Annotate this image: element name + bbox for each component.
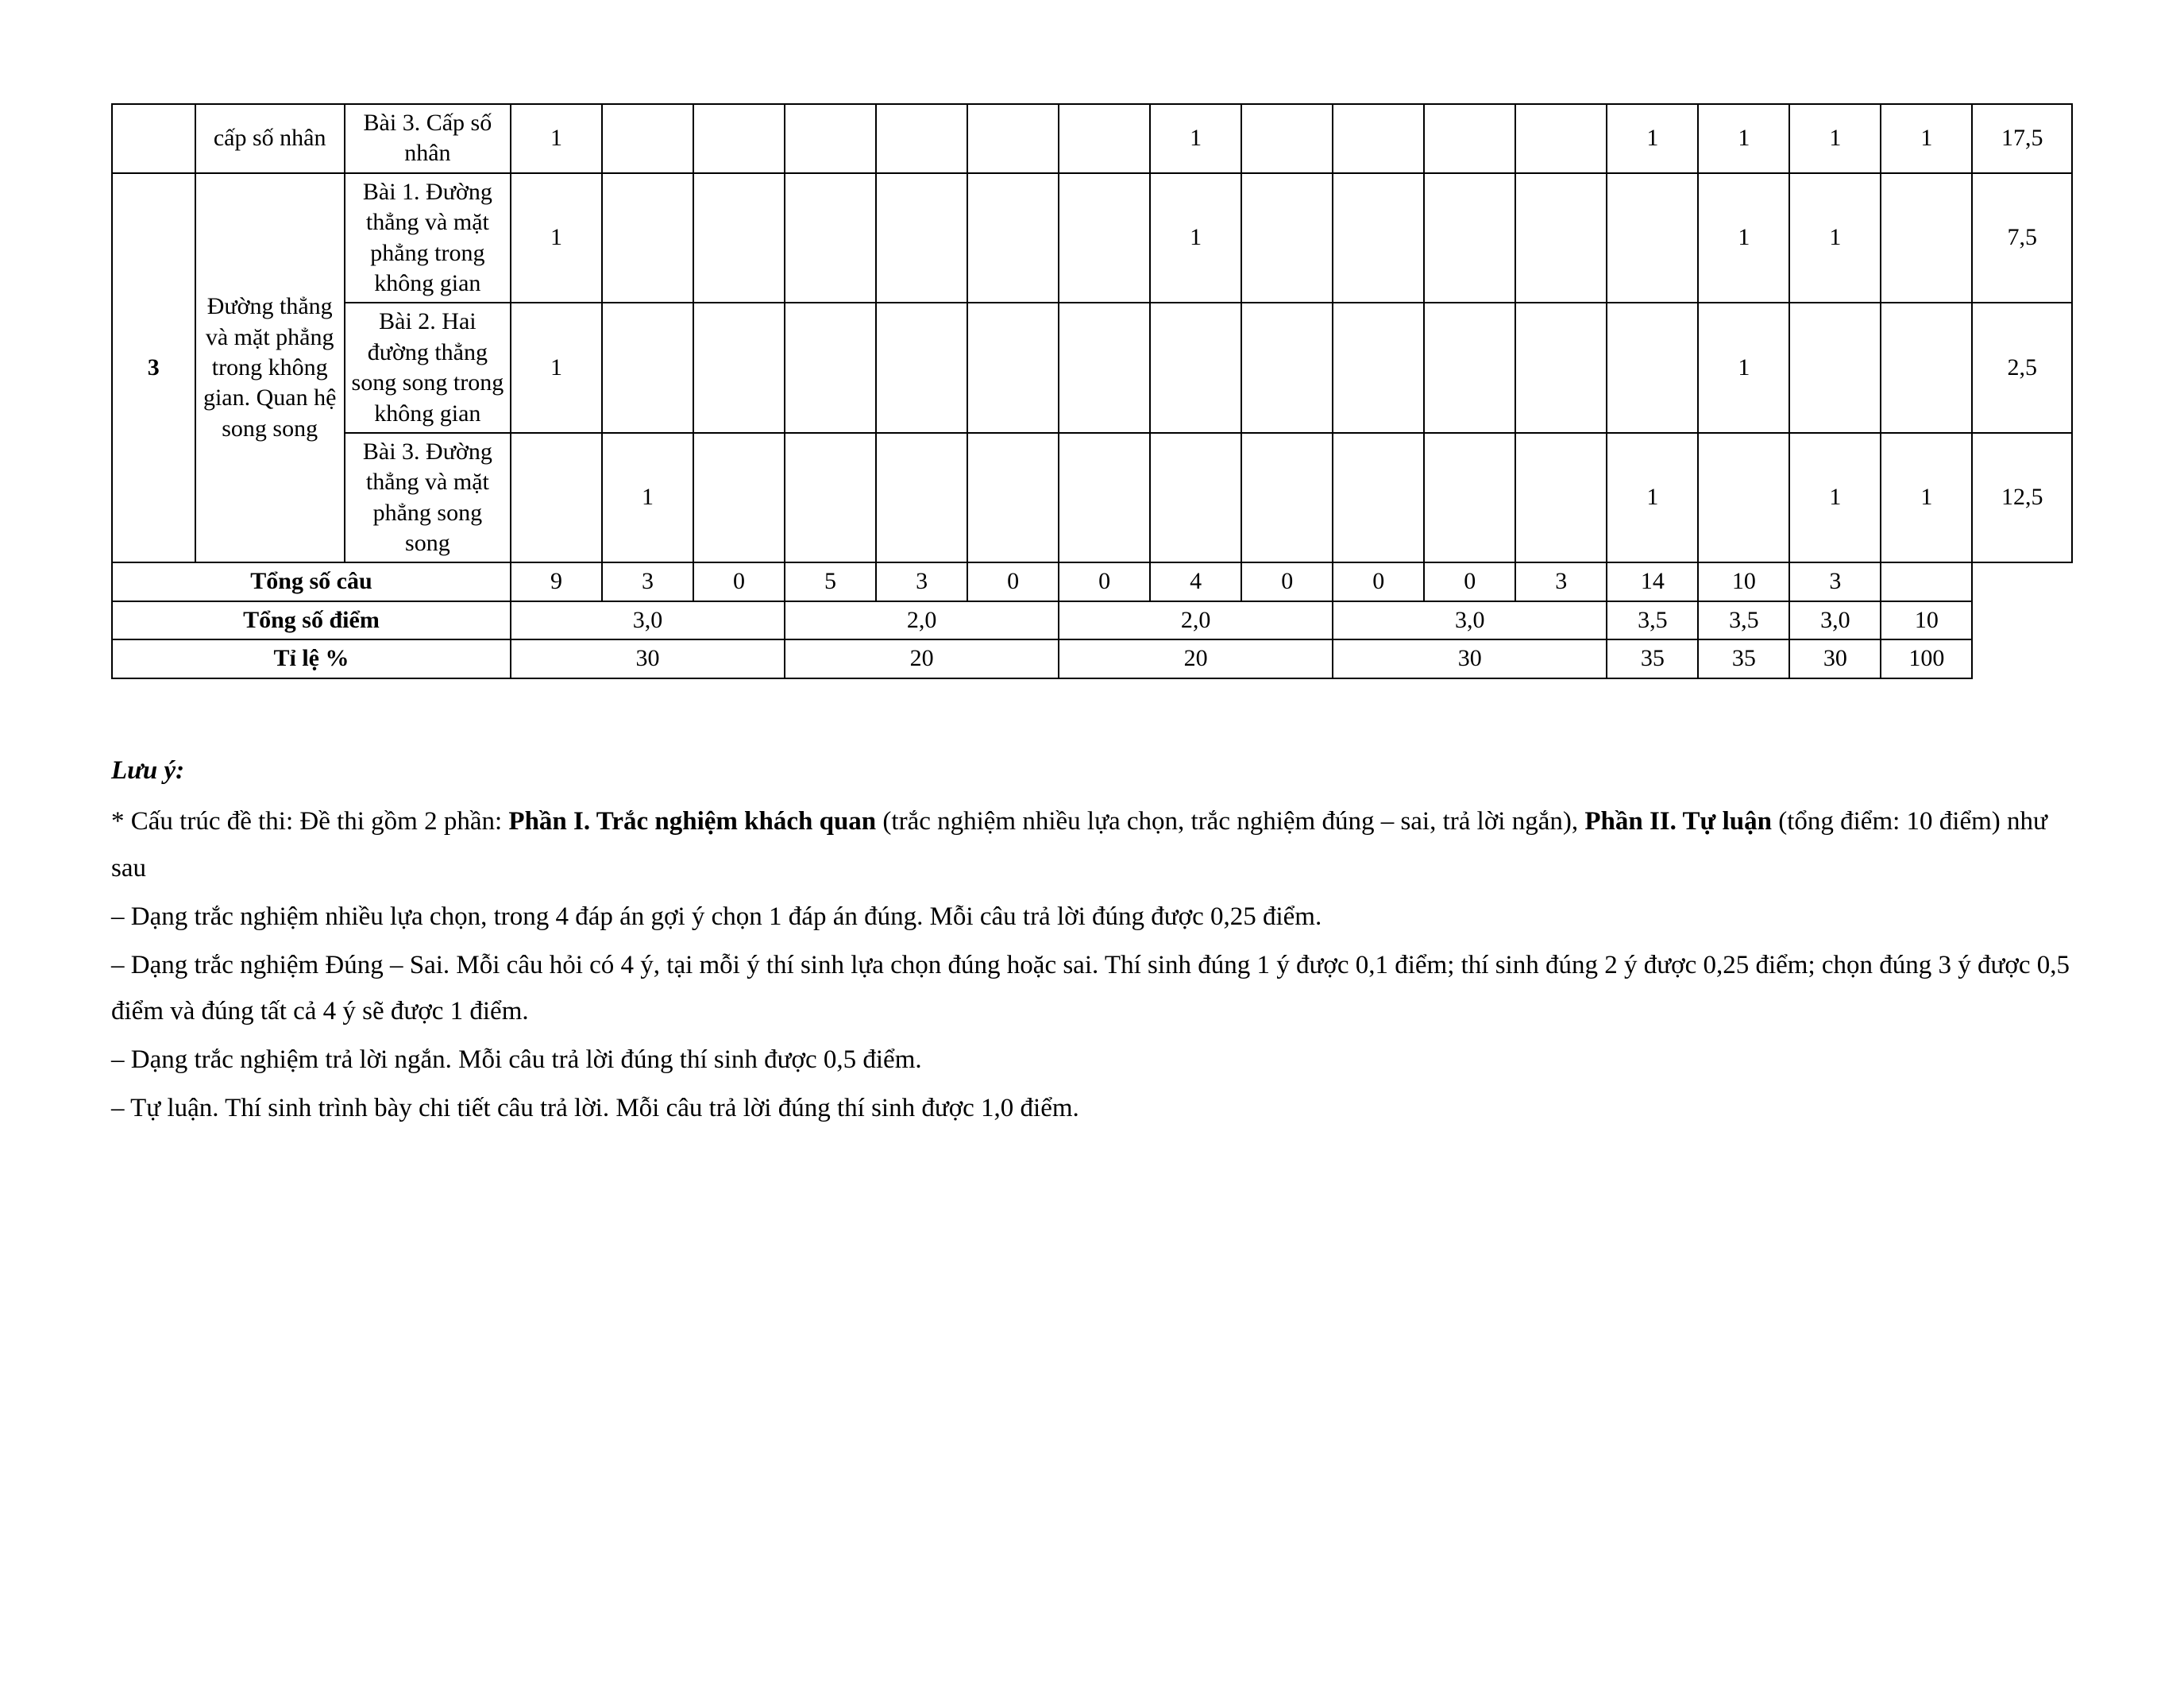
notes-line-essay: – Tự luận. Thí sinh trình bày chi tiết câu trả lời. Mỗi câu trả lời đúng thí sinh được 1,0 điểm. [111,1093,1079,1122]
cell: 3,5 [1698,601,1789,639]
cell-group: 30 [511,639,785,678]
cell: 3 [876,562,967,601]
notes-bold-part2: Phần II. Tự luận [1584,807,1772,836]
cell: 1 [1789,433,1881,563]
cell: 1 [1698,303,1789,433]
cell: 3,5 [1607,601,1698,639]
cell [693,303,785,433]
cell [1424,173,1515,303]
cell [511,433,602,563]
cell: 1 [1881,433,1972,563]
notes-bold-part1: Phần I. Trắc nghiệm khách quan [508,807,877,836]
cell [1789,303,1881,433]
cell [1059,433,1150,563]
cell [785,173,876,303]
cell [1059,303,1150,433]
row-lesson: Bài 3. Cấp số nhân [345,104,511,173]
cell: 3,0 [1789,601,1881,639]
cell: 30 [1789,639,1881,678]
row-total: 2,5 [1972,303,2072,433]
cell: 0 [1424,562,1515,601]
cell [967,173,1059,303]
cell [1424,433,1515,563]
cell: 5 [785,562,876,601]
row-lesson: Bài 2. Hai đường thẳng song song trong không gian [345,303,511,433]
row-total: 12,5 [1972,433,2072,563]
cell [693,433,785,563]
cell: 1 [1150,104,1241,173]
table-row [112,173,2072,303]
table-row [112,104,2072,173]
cell: 9 [511,562,602,601]
cell: 1 [511,173,602,303]
cell [1333,104,1424,173]
cell: 3 [1515,562,1607,601]
cell-group: 2,0 [785,601,1059,639]
cell: 3 [1789,562,1881,601]
cell [1333,173,1424,303]
cell [876,433,967,563]
cell [1607,303,1698,433]
cell: 1 [1881,104,1972,173]
summary-row-total-questions [112,562,2072,601]
table-row [112,303,2072,433]
cell [967,433,1059,563]
cell-total [1881,562,1972,601]
cell: 35 [1607,639,1698,678]
cell: 14 [1607,562,1698,601]
table-row [112,433,2072,563]
cell [1333,303,1424,433]
cell [876,303,967,433]
cell: 35 [1698,639,1789,678]
cell: 4 [1150,562,1241,601]
notes-text: * Cấu trúc đề thi: Đề thi gồm 2 phần: [111,807,509,836]
cell [1698,433,1789,563]
cell [693,104,785,173]
row-chapter: Đường thẳng và mặt phẳng trong không gian. Quan hệ song song [195,173,345,563]
cell: 0 [1333,562,1424,601]
cell [602,303,693,433]
cell [1059,173,1150,303]
cell [1424,104,1515,173]
cell: 1 [1698,173,1789,303]
row-total: 7,5 [1972,173,2072,303]
cell [785,104,876,173]
notes-text: (trắc nghiệm nhiều lựa chọn, trắc nghiệm đúng – sai, trả lời ngắn), [876,807,1585,836]
cell [1241,173,1333,303]
cell-group: 20 [1059,639,1333,678]
row-lesson: Bài 3. Đường thẳng và mặt phẳng song song [345,433,511,563]
cell [1150,433,1241,563]
cell [1515,104,1607,173]
cell-group: 30 [1333,639,1607,678]
cell [785,303,876,433]
notes-line-short-answer: – Dạng trắc nghiệm trả lời ngắn. Mỗi câu trả lời đúng thí sinh được 0,5 điểm. [111,1045,922,1075]
cell [1881,173,1972,303]
cell: 1 [1698,104,1789,173]
notes-line-true-false: – Dạng trắc nghiệm Đúng – Sai. Mỗi câu hỏi có 4 ý, tại mỗi ý thí sinh lựa chọn đúng hoặc sai. Thí sinh đúng 1 ý được 0,1 điểm; thí sinh đúng 2 ý được 0,25 điểm; chọn đúng 3 ý được 0,5 điểm và đúng tất cả 4 ý sẽ được 1 điểm. [111,950,2070,1026]
cell: 1 [602,433,693,563]
cell: 1 [1607,104,1698,173]
cell [1333,433,1424,563]
row-index [112,104,195,173]
cell: 0 [967,562,1059,601]
cell [967,303,1059,433]
cell [1515,433,1607,563]
cell [876,173,967,303]
cell [1241,104,1333,173]
cell [1881,303,1972,433]
cell [602,104,693,173]
cell [1241,433,1333,563]
summary-label: Tổng số câu [112,562,511,601]
cell: 0 [693,562,785,601]
notes-section [111,747,2073,1132]
cell [1150,303,1241,433]
cell: 1 [1150,173,1241,303]
exam-matrix-table [111,103,2073,679]
cell [1607,173,1698,303]
row-index: 3 [112,173,195,563]
cell: 10 [1698,562,1789,601]
cell: 0 [1059,562,1150,601]
notes-text: (tổng điểm: 10 điểm) như sau [111,807,2047,883]
notes-line-structure [111,798,2073,891]
notes-line-multiple-choice: – Dạng trắc nghiệm nhiều lựa chọn, trong 4 đáp án gợi ý chọn 1 đáp án đúng. Mỗi câu trả lời đúng được 0,25 điểm. [111,902,1322,931]
cell [693,173,785,303]
cell [1424,303,1515,433]
row-total: 17,5 [1972,104,2072,173]
cell: 1 [511,303,602,433]
cell: 3 [602,562,693,601]
cell [785,433,876,563]
cell: 1 [511,104,602,173]
cell [1515,173,1607,303]
cell [602,173,693,303]
cell: 0 [1241,562,1333,601]
cell [1515,303,1607,433]
summary-label: Tổng số điểm [112,601,511,639]
cell: 1 [1789,104,1881,173]
summary-label: Tỉ lệ % [112,639,511,678]
cell-group: 20 [785,639,1059,678]
cell-total: 10 [1881,601,1972,639]
summary-row-total-points [112,601,2072,639]
cell [967,104,1059,173]
cell [1059,104,1150,173]
row-chapter: cấp số nhân [195,104,345,173]
cell: 1 [1789,173,1881,303]
cell-group: 2,0 [1059,601,1333,639]
summary-row-ratio [112,639,2072,678]
cell-total: 100 [1881,639,1972,678]
cell: 1 [1607,433,1698,563]
row-lesson: Bài 1. Đường thẳng và mặt phẳng trong không gian [345,173,511,303]
notes-heading: Lưu ý: [111,755,185,785]
cell-group: 3,0 [1333,601,1607,639]
cell [1241,303,1333,433]
cell-group: 3,0 [511,601,785,639]
cell [876,104,967,173]
